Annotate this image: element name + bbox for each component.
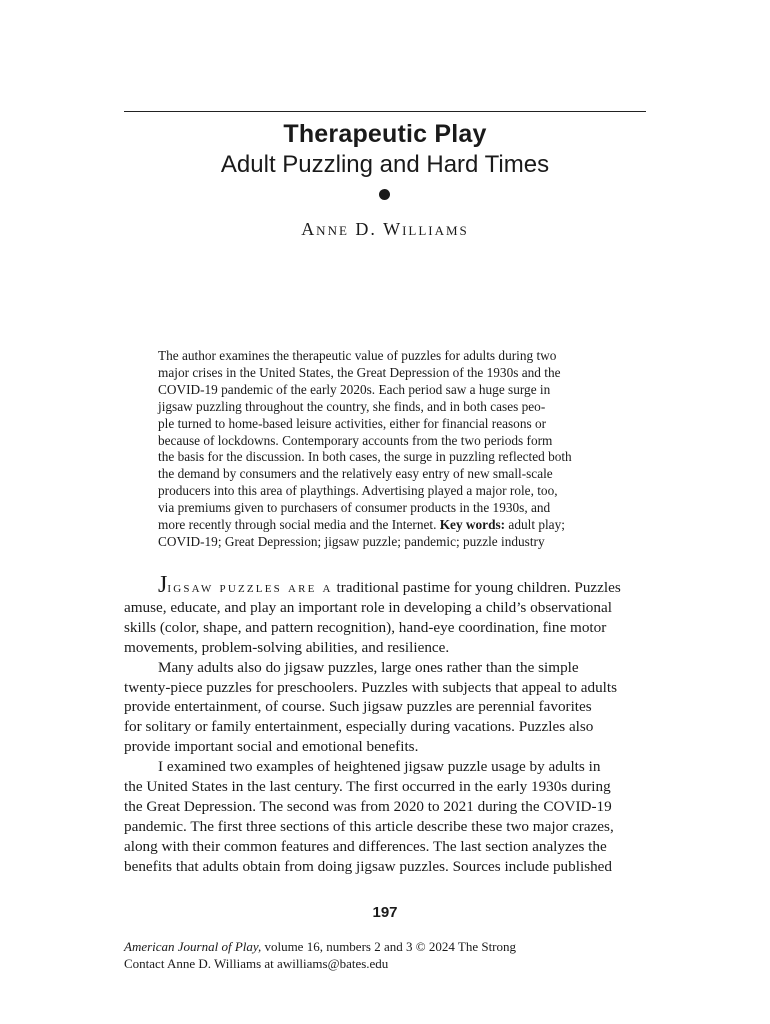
opening-line-text: traditional pastime for young children. Puzzles: [336, 579, 621, 596]
abstract: [158, 348, 614, 551]
abstract-line: major crises in the United States, the Great Depression of the 1930s and the: [158, 364, 561, 380]
header-rule: [124, 111, 646, 112]
paragraph-line: amuse, educate, and play an important role in developing a child’s observational: [124, 598, 612, 616]
keywords-label: Key words:: [439, 517, 506, 533]
paragraph-line: Many adults also do jigsaw puzzles, large ones rather than the simple: [158, 658, 579, 676]
abstract-text: more recently through social media and the Internet.: [158, 517, 437, 533]
footer-citation-line: [124, 938, 646, 955]
journal-citation: volume 16, numbers 2 and 3 © 2024 The Strong: [264, 939, 517, 954]
abstract-line: because of lockdowns. Contemporary accounts from the two periods form: [158, 432, 553, 448]
abstract-line: via premiums given to purchasers of consumer products in the 1930s, and: [158, 500, 551, 516]
abstract-line: the demand by consumers and the relatively easy entry of new small-scale: [158, 466, 553, 482]
abstract-line: the basis for the discussion. In both cases, the surge in puzzling reflected both: [158, 449, 572, 465]
abstract-line: producers into this area of playthings. Advertising played a major role, too,: [158, 483, 558, 499]
opening-small-caps: igsaw puzzles are a: [167, 579, 333, 596]
abstract-line: COVID-19 pandemic of the early 2020s. Each period saw a huge surge in: [158, 381, 551, 397]
paragraph-line: benefits that adults obtain from doing jigsaw puzzles. Sources include published: [124, 857, 613, 875]
article-subtitle: Adult Puzzling and Hard Times: [220, 151, 550, 178]
journal-name: American Journal of Play,: [124, 939, 262, 954]
keywords-inline: adult play;: [508, 517, 565, 533]
paragraph-line: the Great Depression. The second was from 2020 to 2021 during the COVID-19: [124, 797, 612, 815]
paragraph-line: movements, problem-solving abilities, and resilience.: [124, 638, 450, 656]
paragraph-line: pandemic. The first three sections of this article describe these two major crazes,: [124, 817, 614, 835]
paragraph-line: provide important social and emotional benefits.: [124, 738, 419, 756]
paragraph-line: for solitary or family entertainment, especially during vacations. Puzzles also: [124, 718, 594, 736]
paragraph-line: I examined two examples of heightened jigsaw puzzle usage by adults in: [158, 758, 601, 776]
paragraph-line: provide entertainment, of course. Such jigsaw puzzles are perennial favorites: [124, 698, 592, 716]
paragraph-line: skills (color, shape, and pattern recognition), hand-eye coordination, fine motor: [124, 618, 607, 636]
page-number: 197: [372, 904, 398, 921]
article-title: Therapeutic Play: [283, 120, 487, 148]
drop-cap: J: [158, 572, 168, 598]
paragraph-line: the United States in the last century. The first occurred in the early 1930s during: [124, 778, 611, 796]
abstract-line: jigsaw puzzling throughout the country, she finds, and in both cases peo-: [158, 398, 546, 414]
article-author: Anne D. Williams: [301, 219, 469, 239]
footer-contact: Contact Anne D. Williams at awilliams@bates.edu: [124, 956, 389, 971]
opening-line: [124, 572, 646, 598]
abstract-line: The author examines the therapeutic value of puzzles for adults during two: [158, 348, 557, 363]
abstract-line: ple turned to home-based leisure activities, either for financial reasons or: [158, 415, 547, 431]
footer: [124, 938, 646, 972]
paragraph-line: along with their common features and differences. The last section analyzes the: [124, 837, 607, 855]
bullet-ornament-icon: [379, 189, 390, 200]
paragraph-line: twenty-piece puzzles for preschoolers. Puzzles with subjects that appeal to adults: [124, 678, 618, 696]
body-text: [124, 572, 646, 877]
abstract-keywords-line: [158, 517, 614, 534]
keywords-list: COVID-19; Great Depression; jigsaw puzzle; pandemic; puzzle industry: [158, 533, 545, 549]
